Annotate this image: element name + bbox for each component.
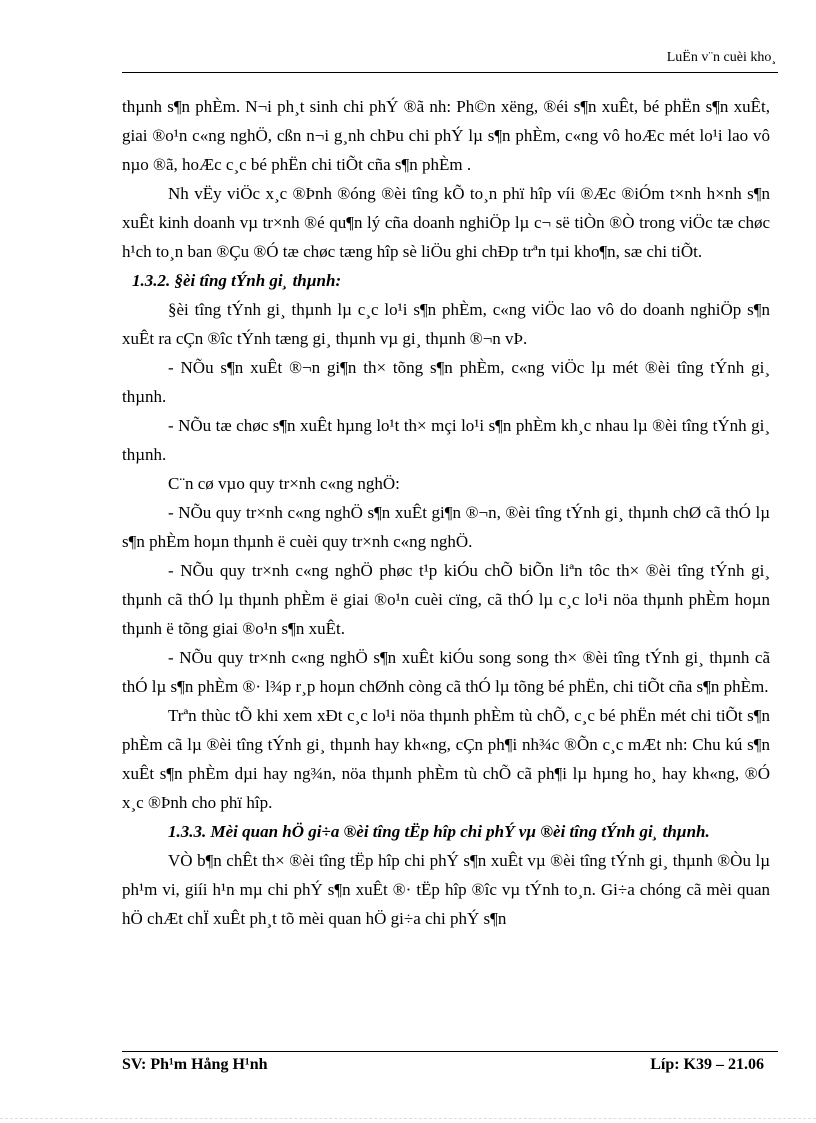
section-heading: 1.3.2. §èi tîng tÝnh gi¸ thµnh: [132,271,342,290]
paragraph: thµnh s¶n phÈm. N¬i ph¸t sinh chi phÝ ®ã nh: Ph©n xëng, ®éi s¶n xuÊt, bé phËn s¶n xuÊt, giai ®o¹n c«ng nghÖ, cßn n¬i g¸nh chÞu chi phÝ lµ s¶n phÈm, c«ng vô hoÆc mét lo¹i lao vô nµo ®ã, hoÆc c¸c bé phËn chi tiÕt cña s¶n phÈm . [122,97,770,174]
footer-student: SV: Ph¹m Hång H¹nh [122,1056,268,1073]
bullet-paragraph: - NÕu tæ chøc s¶n xuÊt hµng lo¹t th× mçi lo¹i s¶n phÈm kh¸c nhau lµ ®èi tîng tÝnh gi¸ thµnh. [122,416,770,464]
bullet-paragraph: - NÕu quy tr×nh c«ng nghÖ s¶n xuÊt kiÓu song song th× ®èi tîng tÝnh gi¸ thµnh cã thÓ lµ s¶n phÈm ®· l¾p r¸p hoµn chØnh còng cã thÓ lµ tõng bé phËn, chi tiÕt cña s¶n phÈm. [122,648,770,696]
section-heading: 1.3.3. Mèi quan hÖ gi÷a ®èi tîng tËp hîp chi phÝ vµ ®èi tîng tÝnh gi¸ thµnh. [168,822,710,841]
paragraph: §èi tîng tÝnh gi¸ thµnh lµ c¸c lo¹i s¶n phÈm, c«ng viÖc lao vô do doanh nghiÖp s¶n xuÊt ra cÇn ®îc tÝnh tæng gi¸ thµnh vµ gi¸ thµnh ®¬n vÞ. [122,300,770,348]
page-edge [0,1118,816,1119]
bullet-paragraph: - NÕu quy tr×nh c«ng nghÖ s¶n xuÊt gi¶n ®¬n, ®èi tîng tÝnh gi¸ thµnh chØ cã thÓ lµ s¶n phÈm hoµn thµnh ë cuèi quy tr×nh c«ng nghÖ. [122,503,770,551]
footer-rule [122,1051,778,1052]
header-rule [122,72,778,73]
bullet-paragraph: - NÕu s¶n xuÊt ®¬n gi¶n th× tõng s¶n phÈm, c«ng viÖc lµ mét ®èi tîng tÝnh gi¸ thµnh. [122,358,770,406]
paragraph: C¨n cø vµo quy tr×nh c«ng nghÖ: [168,474,400,493]
footer-class: Líp: K39 – 21.06 [650,1056,764,1073]
paragraph: Trªn thùc tÕ khi xem xÐt c¸c lo¹i nöa thµnh phÈm tù chÕ, c¸c bé phËn mét chi tiÕt s¶n phÈm cã lµ ®èi tîng tÝnh gi¸ thµnh hay kh«ng, cÇn ph¶i nh¾c ®Õn c¸c mÆt nh: Chu kú s¶n xuÊt s¶n phÈm dµi hay ng¾n, nöa thµnh phÈm tù chÕ cã ph¶i lµ hµng ho¸ hay kh«ng, ®Ó x¸c ®Þnh cho phï hîp. [122,706,770,812]
paragraph: Nh vËy viÖc x¸c ®Þnh ®óng ®èi tîng kÕ to¸n phï hîp víi ®Æc ®iÓm t×nh h×nh s¶n xuÊt kinh doanh vµ tr×nh ®é qu¶n lý cña doanh nghiÖp lµ c¬ së tiÒn ®Ò trong viÖc tæ chøc h¹ch to¸n ban ®Çu ®Ó tæ chøc tæng hîp sè liÖu ghi chÐp trªn tµi kho¶n, sæ chi tiÕt. [122,184,770,261]
running-header: LuËn v¨n cuèi kho¸ [666,50,776,65]
bullet-paragraph: - NÕu quy tr×nh c«ng nghÖ phøc t¹p kiÓu chÕ biÕn liªn tôc th× ®èi tîng tÝnh gi¸ thµnh cã thÓ lµ thµnh phÈm ë giai ®o¹n cuèi cïng, cã thÓ lµ c¸c lo¹i nöa thµnh phÈm hoµn thµnh ë tõng giai ®o¹n s¶n xuÊt. [122,561,770,638]
paragraph: VÒ b¶n chÊt th× ®èi tîng tËp hîp chi phÝ s¶n xuÊt vµ ®èi tîng tÝnh gi¸ thµnh ®Òu lµ ph¹m vi, giíi h¹n mµ chi phÝ s¶n xuÊt ®· tËp hîp ®îc vµ tÝnh to¸n. Gi÷a chóng cã mèi quan hÖ chÆt chÏ xuÊt ph¸t tõ mèi quan hÖ gi÷a chi phÝ s¶n [122,851,770,928]
page-body [122,92,770,933]
